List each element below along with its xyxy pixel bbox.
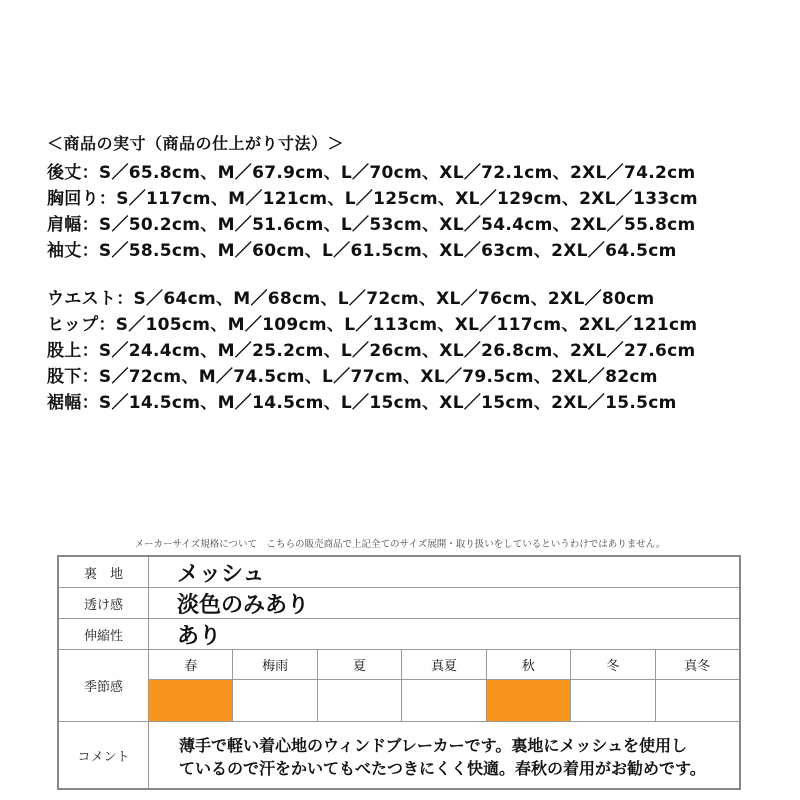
season-mark-empty (656, 680, 739, 721)
lining-value: メッシュ (177, 561, 265, 587)
comment-label: コメント (59, 722, 149, 788)
stretch-value: あり (177, 623, 222, 649)
sheer-value: 淡色のみあり (177, 592, 310, 618)
season-label: 季節感 (59, 650, 149, 721)
season-grid (149, 650, 739, 721)
season-mark-empty (233, 680, 316, 721)
spec-table (57, 555, 741, 790)
size-line-shoulder: 肩幅：S／50.2cm、M／51.6cm、L／53cm、XL／54.4cm、2XL／55.8cm (47, 215, 696, 235)
sheer-label: 透け感 (59, 588, 149, 618)
size-spec-block (47, 134, 698, 416)
season-name: 冬 (571, 650, 654, 680)
size-line-sleeve: 袖丈：S／58.5cm、M／60cm、L／61.5cm、XL／63cm、2XL／64.5cm (47, 241, 677, 261)
season-name: 夏 (318, 650, 401, 680)
size-line-hem-width: 裾幅：S／14.5cm、M／14.5cm、L／15cm、XL／15cm、2XL／15.5cm (47, 393, 677, 413)
size-line-hip: ヒップ：S／105cm、M／109cm、L／113cm、XL／117cm、2XL／121cm (47, 315, 698, 335)
size-line-back-length: 後丈：S／65.8cm、M／67.9cm、L／70cm、XL／72.1cm、2XL／74.2cm (47, 163, 696, 183)
season-name: 梅雨 (233, 650, 316, 680)
season-mark-empty (402, 680, 485, 721)
season-column (318, 650, 402, 721)
season-column (656, 650, 739, 721)
lining-label: 裏 地 (59, 557, 149, 587)
comment-text (149, 722, 739, 788)
spec-row-sheer (59, 588, 739, 619)
size-line-rise: 股上：S／24.4cm、M／25.2cm、L／26cm、XL／26.8cm、2XL／27.6cm (47, 341, 696, 361)
season-mark-selected (149, 680, 232, 721)
comment-line: ているので汗をかいてもべたつきにくく快適。春秋の着用がお勧めです。 (179, 759, 706, 778)
season-name: 真夏 (402, 650, 485, 680)
season-column (571, 650, 655, 721)
size-spec-heading: ＜商品の実寸（商品の仕上がり寸法）＞ (47, 134, 345, 153)
comment-line: 薄手で軽い着心地のウィンドブレーカーです。裏地にメッシュを使用し (179, 736, 688, 755)
stretch-label: 伸縮性 (59, 619, 149, 649)
size-line-chest: 胸回り：S／117cm、M／121cm、L／125cm、XL／129cm、2XL／133cm (47, 189, 698, 209)
spec-row-comment (59, 722, 739, 788)
season-column (149, 650, 233, 721)
season-column (487, 650, 571, 721)
maker-size-note: メーカーサイズ規格について こちらの販売商品で上記全てのサイズ展開・取り扱いをしているというわけではありません。 (134, 539, 666, 550)
season-name: 真冬 (656, 650, 739, 680)
season-column (402, 650, 486, 721)
season-name: 春 (149, 650, 232, 680)
size-line-waist: ウエスト：S／64cm、M／68cm、L／72cm、XL／76cm、2XL／80cm (47, 289, 655, 309)
season-mark-empty (571, 680, 654, 721)
spec-row-season (59, 650, 739, 722)
season-mark-empty (318, 680, 401, 721)
season-name: 秋 (487, 650, 570, 680)
size-line-inseam: 股下：S／72cm、M／74.5cm、L／77cm、XL／79.5cm、2XL／82cm (47, 367, 658, 387)
spec-row-stretch (59, 619, 739, 650)
season-mark-selected (487, 680, 570, 721)
spec-row-lining (59, 557, 739, 588)
season-column (233, 650, 317, 721)
